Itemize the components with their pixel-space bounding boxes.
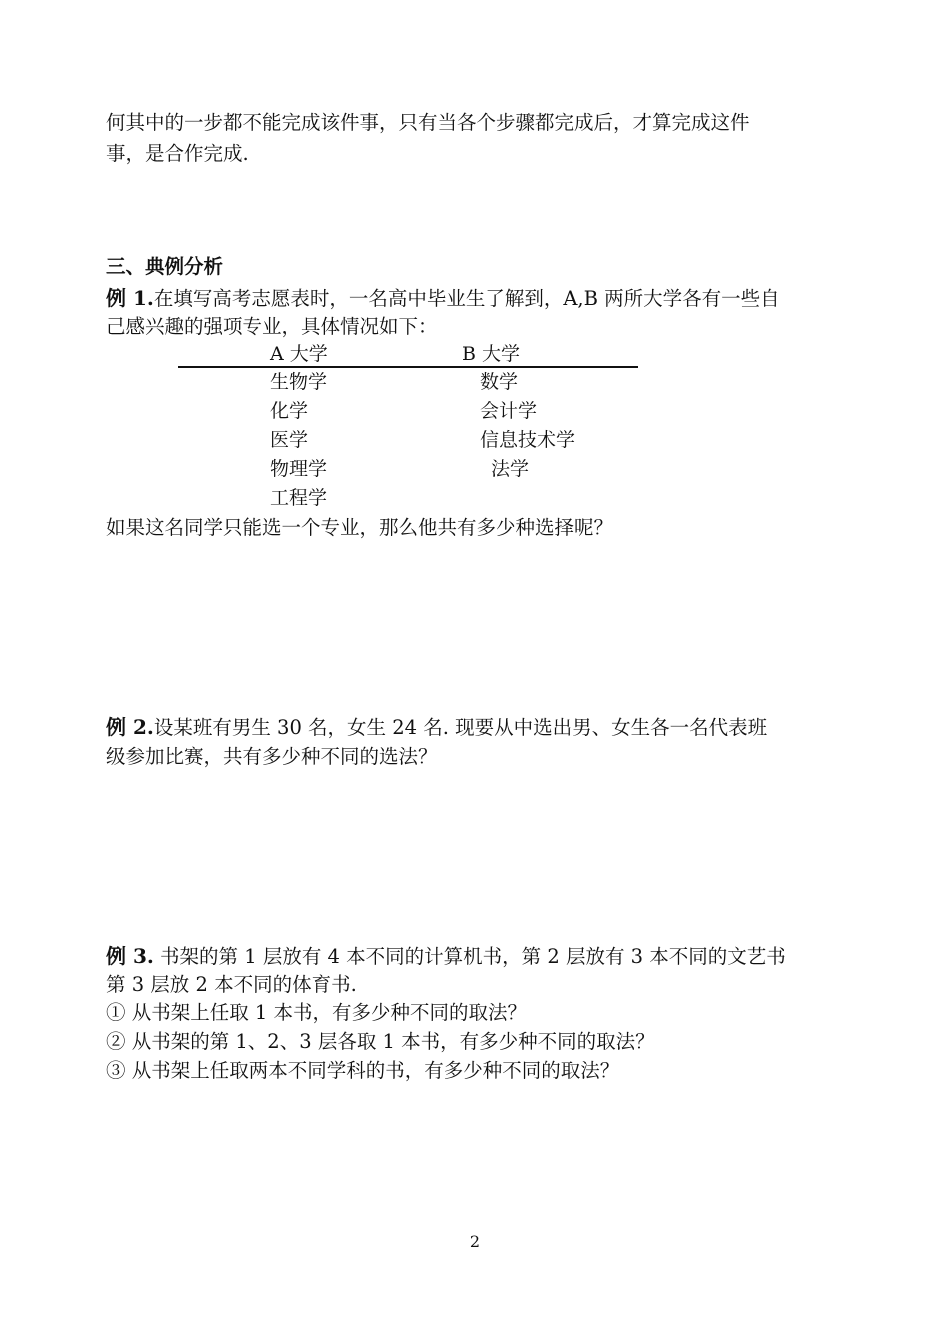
section-heading: 三、典例分析	[106, 255, 224, 278]
example1-text-1: 在填写高考志愿表时，一名高中毕业生了解到，A,B 两所大学各有一些自	[153, 287, 780, 310]
example2-line-2: 级参加比赛，共有多少种不同的选法？	[106, 745, 438, 768]
example3-line-1	[106, 942, 786, 971]
example3-label: 例 3.	[106, 944, 154, 968]
intro-line-2: 事，是合作完成.	[106, 142, 249, 165]
table-cell-a-1: 生物学	[270, 371, 328, 393]
table-cell-a-3: 医学	[270, 429, 309, 451]
table-cell-b-1: 数学	[480, 371, 519, 393]
example1-line-2: 己感兴趣的强项专业，具体情况如下：	[106, 315, 438, 338]
example2-line-1	[106, 713, 767, 742]
example3-question-1: ① 从书架上任取 1 本书，有多少种不同的取法？	[106, 1001, 528, 1024]
example1-label: 例 1.	[106, 286, 154, 310]
example1-line-1	[106, 284, 780, 313]
example2-text-1: 设某班有男生 30 名，女生 24 名. 现要从中选出男、女生各一名代表班	[153, 716, 768, 739]
example2-label: 例 2.	[106, 715, 154, 739]
example3-question-2: ② 从书架的第 1、2、3 层各取 1 本书，有多少种不同的取法？	[106, 1030, 655, 1053]
table-cell-b-4: 法学	[491, 458, 530, 480]
page-number: 2	[469, 1232, 481, 1251]
table-header-a: A 大学	[270, 343, 328, 365]
table-cell-b-3: 信息技术学	[480, 429, 576, 451]
example3-question-3: ③ 从书架上任取两本不同学科的书，有多少种不同的取法？	[106, 1059, 620, 1082]
table-cell-a-4: 物理学	[270, 458, 328, 480]
intro-line-1: 何其中的一步都不能完成该件事，只有当各个步骤都完成后，才算完成这件	[106, 111, 750, 134]
example3-text-1: 书架的第 1 层放有 4 本不同的计算机书，第 2 层放有 3 本不同的文艺书	[153, 945, 786, 968]
table-cell-b-2: 会计学	[480, 400, 538, 422]
example1-question: 如果这名同学只能选一个专业，那么他共有多少种选择呢？	[106, 516, 614, 539]
table-cell-a-5: 工程学	[270, 487, 328, 509]
table-rule	[178, 366, 638, 368]
example3-line-2: 第 3 层放 2 本不同的体育书.	[106, 973, 357, 996]
table-cell-a-2: 化学	[270, 400, 309, 422]
table-header-b: B 大学	[462, 343, 521, 365]
